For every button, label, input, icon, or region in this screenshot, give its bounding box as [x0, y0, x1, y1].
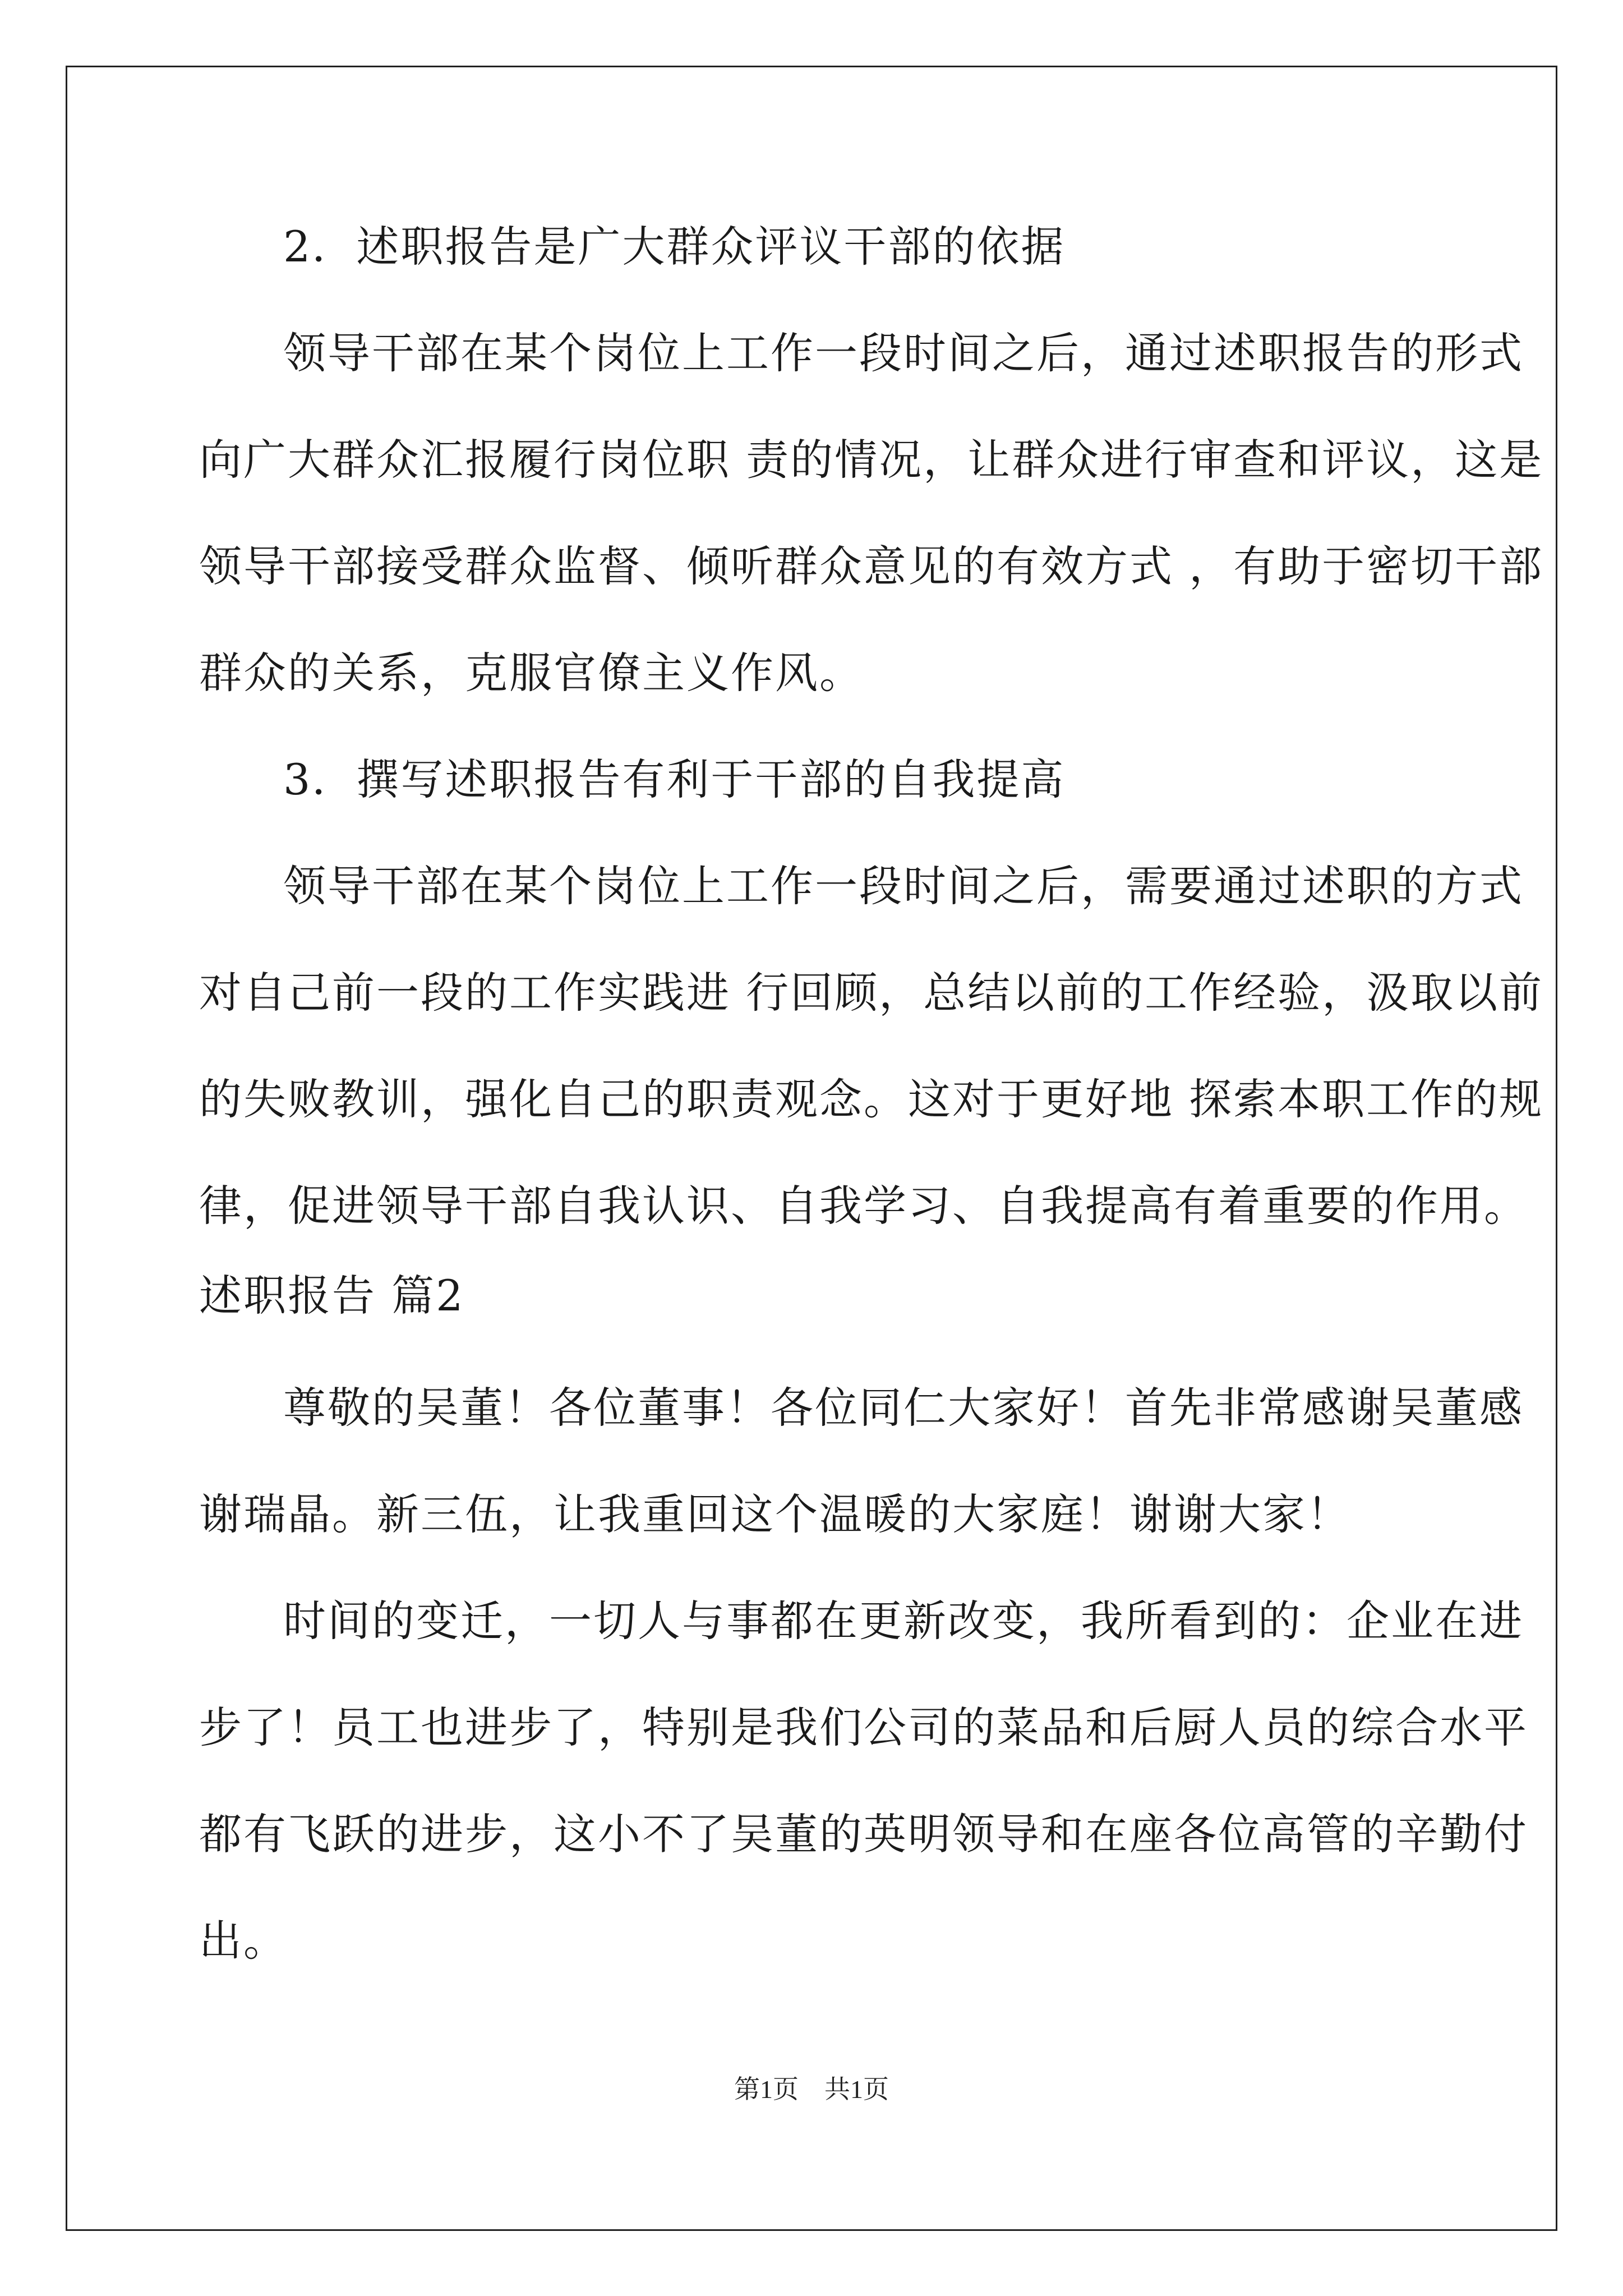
paragraph-line: 领导干部在某个岗位上工作一段时间之后，需要通过述职的方式 [283, 861, 1524, 911]
section-title: 述职报告 篇2 [199, 1271, 465, 1320]
heading-point-3: 3．撰写述职报告有利于干部的自我提高 [283, 754, 1066, 804]
paragraph-line: 对自己前一段的工作实践进 行回顾，总结以前的工作经验，汲取以前 [199, 968, 1544, 1018]
paragraph-line: 向广大群众汇报履行岗位职 责的情况，让群众进行审查和评议，这是 [199, 435, 1544, 485]
page-border [66, 66, 1557, 2231]
paragraph-line: 领导干部在某个岗位上工作一段时间之后，通过述职报告的形式 [283, 328, 1524, 378]
paragraph-line: 群众的关系，克服官僚主义作风。 [199, 648, 864, 698]
page-footer: 第1页 共1页 [734, 2075, 889, 2104]
paragraph-line: 领导干部接受群众监督、倾听群众意见的有效方式 ，有助于密切干部 [199, 541, 1544, 591]
paragraph-line: 谢瑞晶。新三伍，让我重回这个温暖的大家庭！谢谢大家！ [199, 1489, 1351, 1539]
heading-point-2: 2．述职报告是广大群众评议干部的依据 [283, 222, 1066, 272]
paragraph-line: 尊敬的吴董！各位董事！各位同仁大家好！首先非常感谢吴董感 [283, 1383, 1524, 1433]
paragraph-line: 出。 [199, 1916, 288, 1966]
paragraph-line: 都有飞跃的进步，这小不了吴董的英明领导和在座各位高管的辛勤付 [199, 1809, 1528, 1859]
paragraph-line: 律，促进领导干部自我认识、自我学习、自我提高有着重要的作用。 [199, 1181, 1528, 1231]
paragraph-line: 时间的变迁，一切人与事都在更新改变，我所看到的：企业在进 [283, 1596, 1524, 1646]
paragraph-line: 的失败教训，强化自己的职责观念。这对于更好地 探索本职工作的规 [199, 1074, 1544, 1124]
paragraph-line: 步了！员工也进步了，特别是我们公司的菜品和后厨人员的综合水平 [199, 1703, 1528, 1752]
